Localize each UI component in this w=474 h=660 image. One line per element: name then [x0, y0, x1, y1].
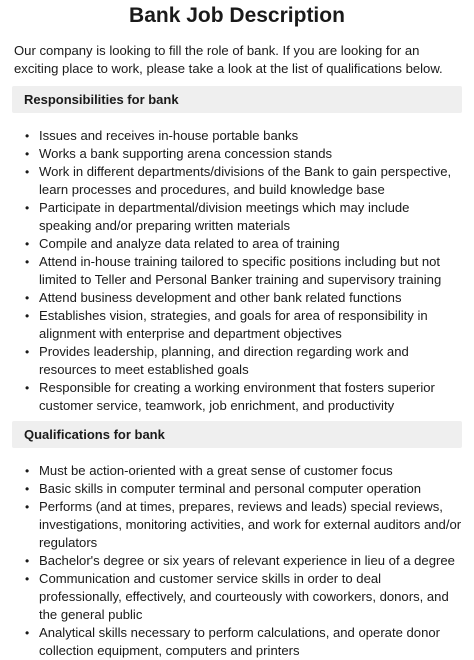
- bullet-icon: •: [25, 626, 30, 640]
- bullet-icon: •: [25, 255, 30, 269]
- list-item-text: Participate in departmental/division meetings which may include speaking and/or preparing written materials: [39, 200, 410, 233]
- list-item-text: Communication and customer service skills in order to deal professionally, effectively, and courteously with coworkers, donors, and the general public: [39, 571, 449, 622]
- bullet-icon: •: [25, 572, 30, 586]
- qualifications-list: [12, 462, 462, 660]
- list-item: [24, 498, 462, 552]
- list-item-text: Work in different departments/divisions of the Bank to gain perspective, learn processes and procedures, and build knowledge base: [39, 164, 452, 197]
- bullet-icon: •: [25, 201, 30, 215]
- list-item: [24, 253, 462, 289]
- list-item-text: Responsible for creating a working environment that fosters superior customer service, teamwork, job enrichment, and productivity: [39, 380, 435, 413]
- bullet-icon: •: [25, 309, 30, 323]
- list-item-text: Attend in-house training tailored to specific positions including but not limited to Teller and Personal Banker training and supervisory training: [39, 254, 442, 287]
- bullet-icon: •: [25, 147, 30, 161]
- list-item-text: Analytical skills necessary to perform calculations, and operate donor collection equipment, computers and printers: [39, 625, 441, 658]
- bullet-icon: •: [25, 554, 30, 568]
- list-item: [24, 624, 462, 660]
- page-title: Bank Job Description: [129, 4, 345, 27]
- list-item-text: Must be action-oriented with a great sense of customer focus: [39, 463, 393, 478]
- list-item: [24, 552, 462, 570]
- list-item: [24, 235, 462, 253]
- list-item: [24, 343, 462, 379]
- bullet-icon: •: [25, 345, 30, 359]
- bullet-icon: •: [25, 500, 30, 514]
- intro-paragraph: Our company is looking to fill the role of bank. If you are looking for an exciting place to work, please take a look at the list of qualifications below.: [14, 43, 443, 77]
- list-item-text: Issues and receives in-house portable banks: [39, 128, 299, 143]
- list-item: [24, 127, 462, 145]
- list-item-text: Works a bank supporting arena concession stands: [39, 146, 333, 161]
- list-item-text: Provides leadership, planning, and direction regarding work and resources to meet established goals: [39, 344, 409, 377]
- bullet-icon: •: [25, 291, 30, 305]
- list-item: [24, 145, 462, 163]
- bullet-icon: •: [25, 237, 30, 251]
- list-item: [24, 480, 462, 498]
- list-item-text: Basic skills in computer terminal and personal computer operation: [39, 481, 422, 496]
- qualifications-section-header: Qualifications for bank: [12, 421, 462, 448]
- list-item: [24, 163, 462, 199]
- list-item: [24, 462, 462, 480]
- list-item-text: Bachelor's degree or six years of relevant experience in lieu of a degree: [39, 553, 455, 568]
- list-item: [24, 570, 462, 624]
- bullet-icon: •: [25, 129, 30, 143]
- bullet-icon: •: [25, 464, 30, 478]
- list-item-text: Performs (and at times, prepares, reviews and leads) special reviews, investigations, monitoring activities, and work for external auditors and/or regulators: [39, 499, 462, 550]
- list-item: [24, 307, 462, 343]
- list-item-text: Attend business development and other bank related functions: [39, 290, 402, 305]
- list-item: [24, 289, 462, 307]
- bullet-icon: •: [25, 482, 30, 496]
- bullet-icon: •: [25, 165, 30, 179]
- list-item-text: Compile and analyze data related to area of training: [39, 236, 340, 251]
- responsibilities-list: [12, 127, 462, 415]
- list-item: [24, 379, 462, 415]
- list-item-text: Establishes vision, strategies, and goals for area of responsibility in alignment with enterprise and department objectives: [39, 308, 428, 341]
- responsibilities-section-header: Responsibilities for bank: [12, 86, 462, 113]
- list-item: [24, 199, 462, 235]
- bullet-icon: •: [25, 381, 30, 395]
